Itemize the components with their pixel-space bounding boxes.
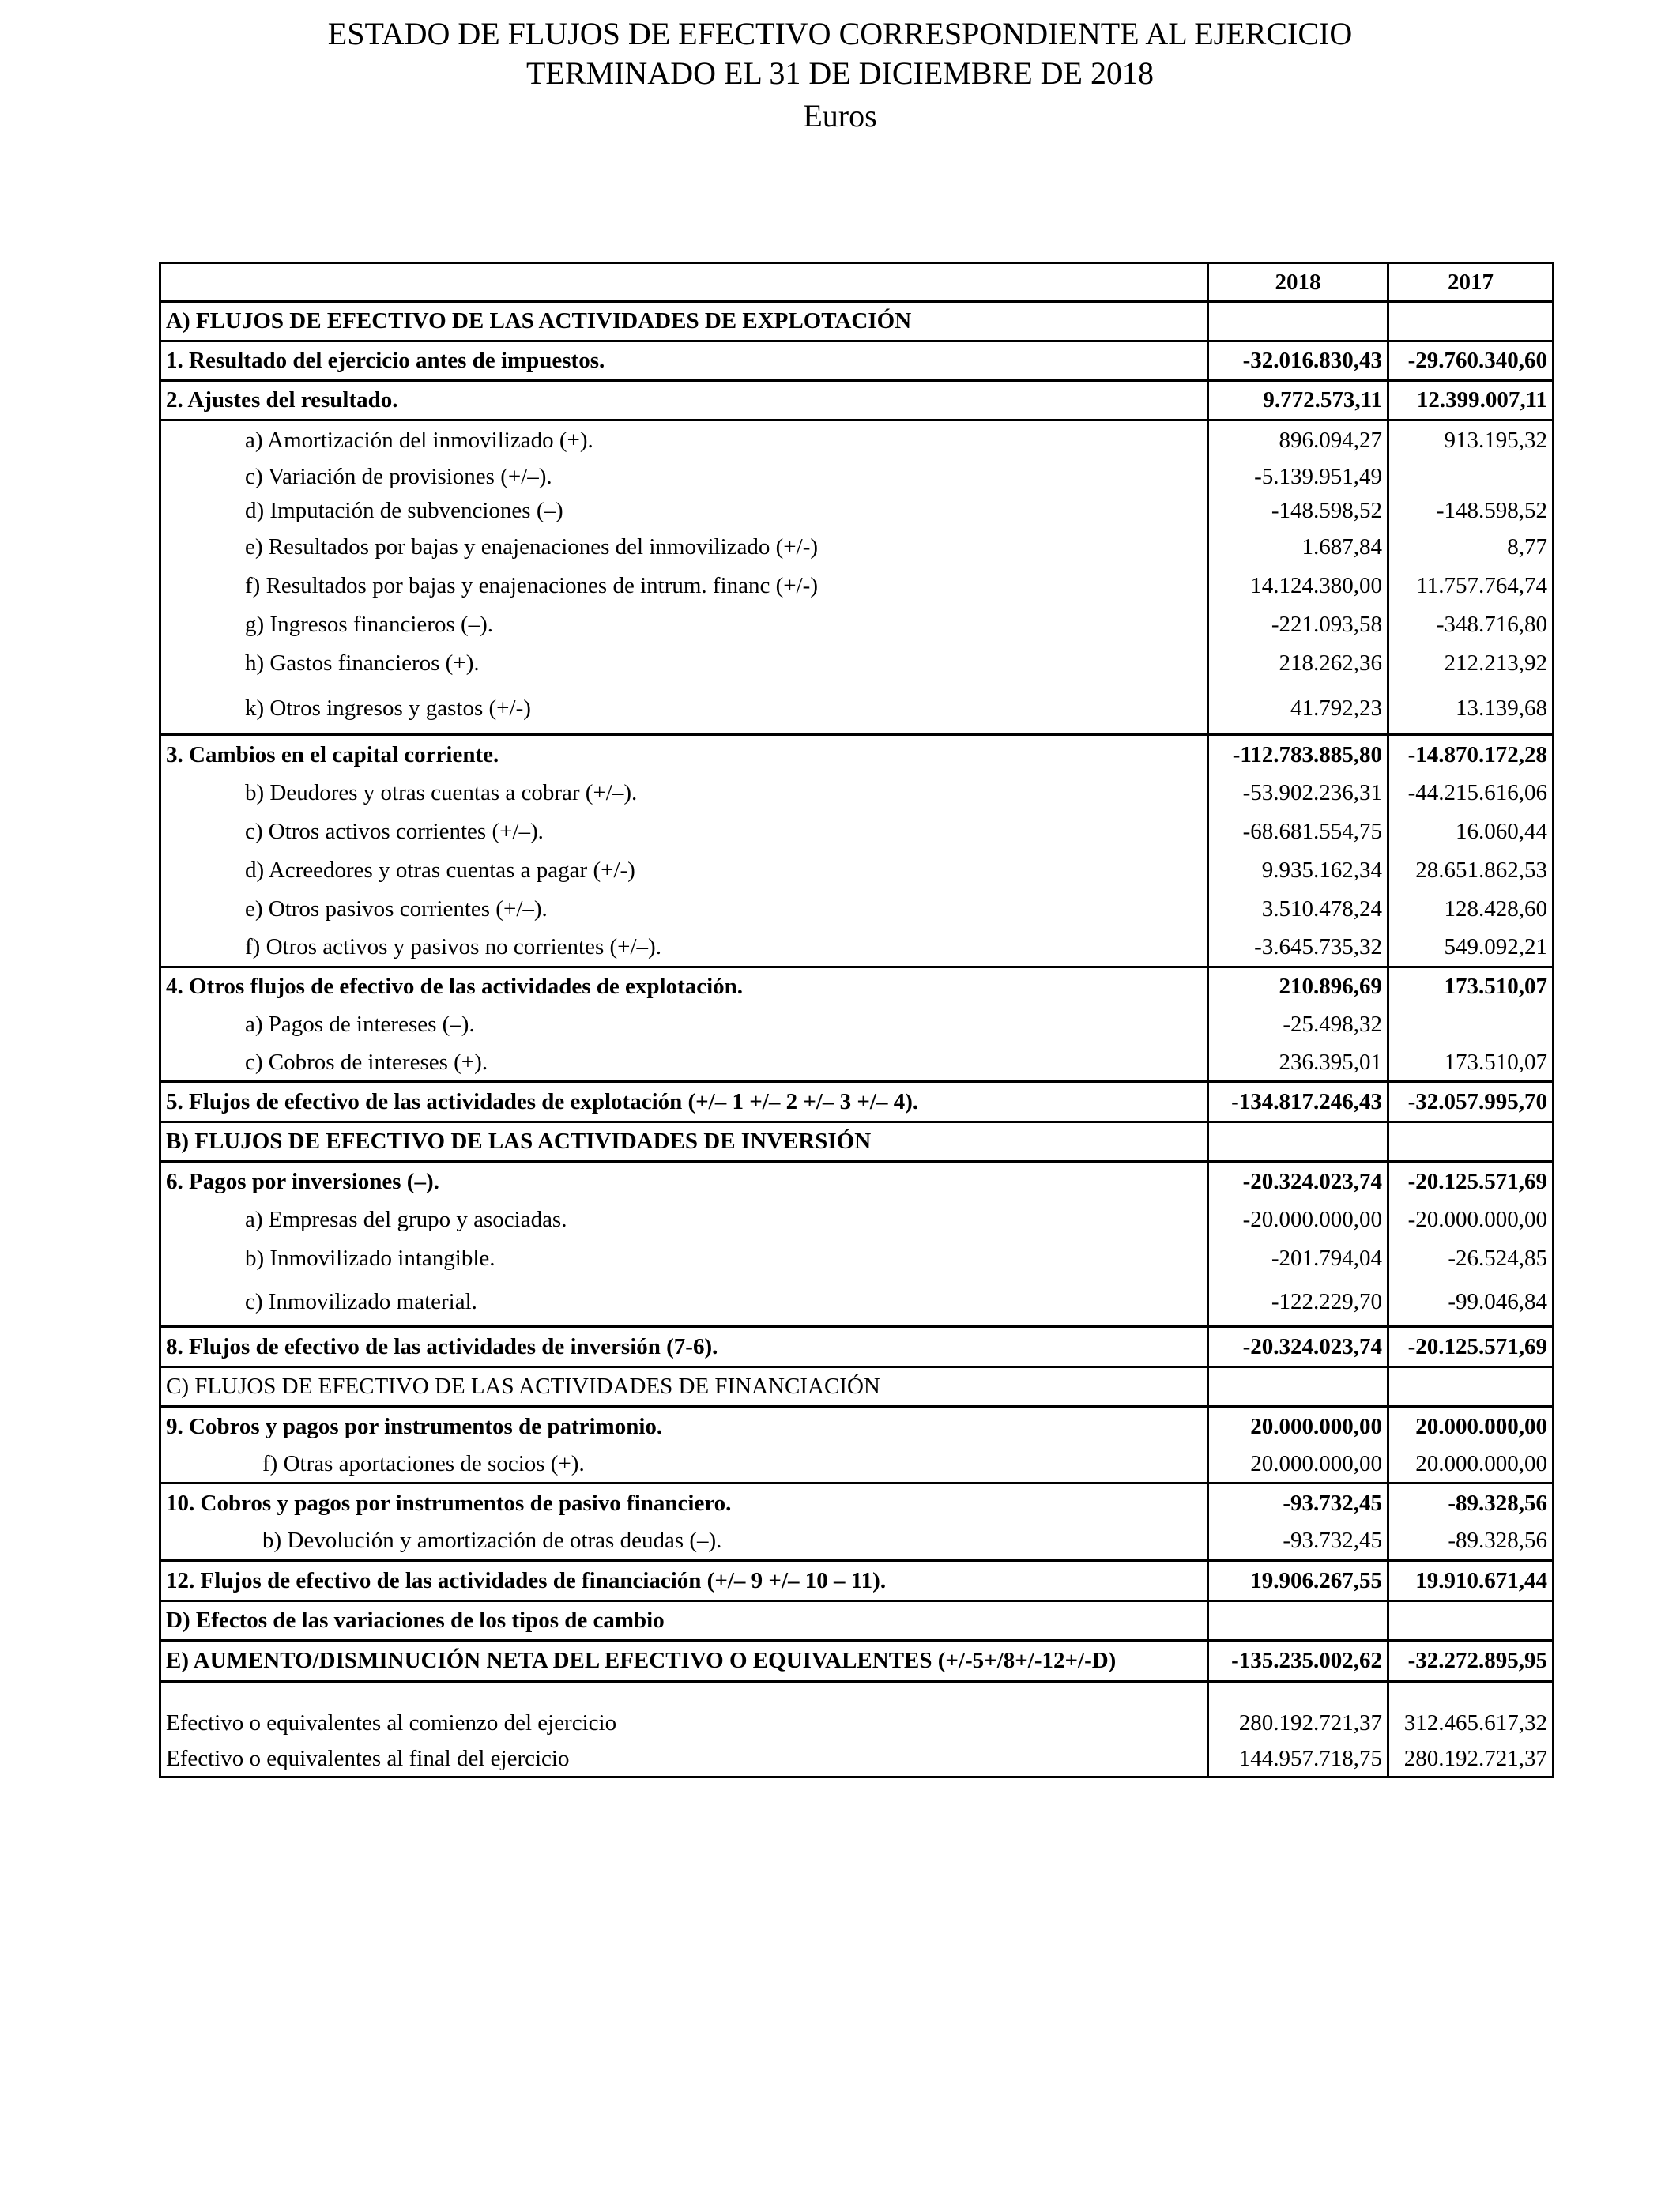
header-2017: 2017 [1387,264,1552,300]
row-label: E) AUMENTO/DISMINUCIÓN NETA DEL EFECTIVO O EQUIVALENTES (+/-5+/8+/-12+/-D) [166,1648,1117,1673]
table-row [161,342,1552,382]
table-row [161,929,1552,968]
value-2017: 549.092,21 [1387,929,1552,966]
value-2017: -26.524,85 [1387,1238,1552,1278]
value-2018: -93.732,45 [1207,1522,1387,1559]
row-label: 9. Cobros y pagos por instrumentos de patrimonio. [166,1413,663,1439]
value-2017: 20.000.000,00 [1387,1446,1552,1482]
row-label: 8. Flujos de efectivo de las actividades de inversión (7-6). [166,1333,718,1359]
row-label: 3. Cambios en el capital corriente. [166,741,499,767]
value-2018: 896.094,27 [1207,421,1387,460]
value-2017: -89.328,56 [1387,1484,1552,1522]
table-row [161,1278,1552,1328]
table-row [161,851,1552,890]
table-row [161,1368,1552,1408]
table-row [161,1163,1552,1201]
table-row [161,812,1552,851]
value-2017: 173.510,07 [1387,1044,1552,1080]
table-row [161,1446,1552,1484]
value-2017: -148.598,52 [1387,493,1552,528]
value-2018: 144.957.718,75 [1207,1741,1387,1776]
value-2017: -29.760.340,60 [1387,342,1552,379]
value-2017: -44.215.616,06 [1387,774,1552,812]
row-label: A) FLUJOS DE EFECTIVO DE LAS ACTIVIDADES DE EXPLOTACIÓN [166,308,912,334]
row-label: 2. Ajustes del resultado. [166,387,398,413]
value-2017: 19.910.671,44 [1387,1562,1552,1600]
value-2018: 236.395,01 [1207,1044,1387,1080]
row-label: B) FLUJOS DE EFECTIVO DE LAS ACTIVIDADES DE INVERSIÓN [166,1129,872,1154]
table-row [161,1123,1552,1163]
table-row [161,1201,1552,1238]
value-2018: -148.598,52 [1207,493,1387,528]
value-2017: -99.046,84 [1387,1278,1552,1325]
value-2018: -20.324.023,74 [1207,1328,1387,1366]
value-2017: 212.213,92 [1387,644,1552,683]
value-2018 [1207,1368,1387,1405]
title-line-1: ESTADO DE FLUJOS DE EFECTIVO CORRESPONDIENTE AL EJERCICIO [327,16,1353,51]
value-2017 [1387,460,1552,493]
value-2017: 913.195,32 [1387,421,1552,460]
row-label: b) Deudores y otras cuentas a cobrar (+/–). [245,780,638,805]
table-row [161,890,1552,929]
value-2017 [1387,1123,1552,1160]
value-2018 [1207,1123,1387,1160]
header-2018: 2018 [1207,264,1387,300]
row-label: 6. Pagos por inversiones (–). [166,1168,439,1194]
value-2017: -89.328,56 [1387,1522,1552,1559]
table-row [161,683,1552,736]
value-2018: 41.792,23 [1207,683,1387,733]
value-2017 [1387,1005,1552,1044]
value-2018: -3.645.735,32 [1207,929,1387,966]
table-row [161,1642,1552,1683]
table-row [161,1408,1552,1446]
row-label: e) Otros pasivos corrientes (+/–). [245,896,548,922]
table-row [161,382,1552,421]
row-label: 1. Resultado del ejercicio antes de impuestos. [166,348,605,373]
table-row [161,303,1552,342]
row-label: k) Otros ingresos y gastos (+/-) [245,695,531,721]
value-2018: -5.139.951,49 [1207,460,1387,493]
value-2018: 20.000.000,00 [1207,1446,1387,1482]
row-label: Efectivo o equivalentes al final del ejercicio [166,1745,570,1771]
value-2018: 280.192.721,37 [1207,1705,1387,1741]
spacer-row [161,1683,1552,1705]
value-2017: -20.125.571,69 [1387,1163,1552,1201]
table-row [161,644,1552,683]
value-2017: 312.465.617,32 [1387,1705,1552,1741]
row-label: b) Devolución y amortización de otras deudas (–). [262,1528,722,1553]
value-2017 [1387,1602,1552,1639]
table-row [161,1602,1552,1642]
table-row [161,1741,1552,1776]
table-row [161,1522,1552,1562]
value-2017: 20.000.000,00 [1387,1408,1552,1446]
row-label: b) Inmovilizado intangible. [245,1245,495,1271]
value-2018: -32.016.830,43 [1207,342,1387,379]
value-2018: -201.794,04 [1207,1238,1387,1278]
table-row [161,1005,1552,1044]
row-label: g) Ingresos financieros (–). [245,612,494,637]
row-label: 4. Otros flujos de efectivo de las actividades de explotación. [166,974,744,999]
row-label: d) Acreedores y otras cuentas a pagar (+/-) [245,858,635,883]
value-2017: 16.060,44 [1387,812,1552,851]
value-2017: 11.757.764,74 [1387,567,1552,605]
table-row [161,774,1552,812]
table-row [161,1328,1552,1368]
value-2018: -20.000.000,00 [1207,1201,1387,1238]
table-row [161,736,1552,774]
value-2018: -93.732,45 [1207,1484,1387,1522]
table-row [161,421,1552,460]
value-2017: -348.716,80 [1387,605,1552,644]
value-2018: -68.681.554,75 [1207,812,1387,851]
row-label: 12. Flujos de efectivo de las actividades de financiación (+/– 9 +/– 10 – 11). [166,1567,887,1593]
value-2018: -122.229,70 [1207,1278,1387,1325]
value-2018: 19.906.267,55 [1207,1562,1387,1600]
value-2017: -14.870.172,28 [1387,736,1552,774]
value-2017: 28.651.862,53 [1387,851,1552,890]
value-2018: 20.000.000,00 [1207,1408,1387,1446]
row-label: c) Variación de provisiones (+/–). [245,463,552,489]
value-2018: -25.498,32 [1207,1005,1387,1044]
value-2018: 3.510.478,24 [1207,890,1387,929]
value-2017: -20.125.571,69 [1387,1328,1552,1366]
document-title [0,14,1680,136]
row-label: f) Otras aportaciones de socios (+). [262,1450,585,1476]
value-2017 [1387,303,1552,340]
value-2017: 12.399.007,11 [1387,382,1552,419]
row-label: f) Otros activos y pasivos no corrientes (+/–). [245,934,661,959]
value-2017: 13.139,68 [1387,683,1552,733]
row-label: a) Pagos de intereses (–). [245,1012,475,1037]
table-row [161,460,1552,493]
table-row [161,1083,1552,1123]
table-row [161,1705,1552,1741]
value-2017: 128.428,60 [1387,890,1552,929]
table-row [161,528,1552,567]
row-label: D) Efectos de las variaciones de los tipos de cambio [166,1608,665,1633]
cash-flow-table [159,262,1554,1778]
value-2018: -135.235.002,62 [1207,1642,1387,1680]
row-label: 5. Flujos de efectivo de las actividades de explotación (+/– 1 +/– 2 +/– 3 +/– 4). [166,1088,919,1114]
header-label-cell [161,264,1207,300]
table-row [161,605,1552,644]
row-label: a) Amortización del inmovilizado (+). [245,428,593,453]
table-row [161,1044,1552,1083]
value-2018: 218.262,36 [1207,644,1387,683]
value-2018: -53.902.236,31 [1207,774,1387,812]
value-2018: -221.093,58 [1207,605,1387,644]
table-row [161,1562,1552,1602]
value-2018: 14.124.380,00 [1207,567,1387,605]
value-2018: -20.324.023,74 [1207,1163,1387,1201]
row-label: 10. Cobros y pagos por instrumentos de pasivo financiero. [166,1490,732,1516]
row-label: C) FLUJOS DE EFECTIVO DE LAS ACTIVIDADES DE FINANCIACIÓN [166,1374,880,1399]
value-2017: -20.000.000,00 [1387,1201,1552,1238]
row-label: c) Cobros de intereses (+). [245,1049,488,1075]
value-2018: 9.772.573,11 [1207,382,1387,419]
table-row [161,567,1552,605]
table-row [161,493,1552,528]
value-2018: -112.783.885,80 [1207,736,1387,774]
table-row [161,1238,1552,1278]
value-2017: -32.272.895,95 [1387,1642,1552,1680]
value-2017: 8,77 [1387,528,1552,567]
title-line-2: TERMINADO EL 31 DE DICIEMBRE DE 2018 [525,55,1154,91]
row-label: a) Empresas del grupo y asociadas. [245,1206,567,1232]
currency-label: Euros [803,98,877,134]
row-label: e) Resultados por bajas y enajenaciones del inmovilizado (+/-) [245,534,819,560]
row-label: d) Imputación de subvenciones (–) [245,497,563,523]
row-label: c) Otros activos corrientes (+/–). [245,819,544,844]
table-row [161,1484,1552,1522]
row-label: c) Inmovilizado material. [245,1288,477,1314]
value-2018 [1207,1602,1387,1639]
table-header-row [161,264,1552,303]
row-label: f) Resultados por bajas y enajenaciones de intrum. financ (+/-) [245,573,818,598]
value-2017 [1387,1368,1552,1405]
row-label: Efectivo o equivalentes al comienzo del ejercicio [166,1710,617,1736]
value-2018: -134.817.246,43 [1207,1083,1387,1121]
value-2018: 1.687,84 [1207,528,1387,567]
row-label: h) Gastos financieros (+). [245,650,480,676]
value-2018: 9.935.162,34 [1207,851,1387,890]
value-2017: -32.057.995,70 [1387,1083,1552,1121]
table-row [161,968,1552,1005]
value-2018: 210.896,69 [1207,968,1387,1005]
value-2017: 280.192.721,37 [1387,1741,1552,1776]
value-2018 [1207,303,1387,340]
value-2017: 173.510,07 [1387,968,1552,1005]
